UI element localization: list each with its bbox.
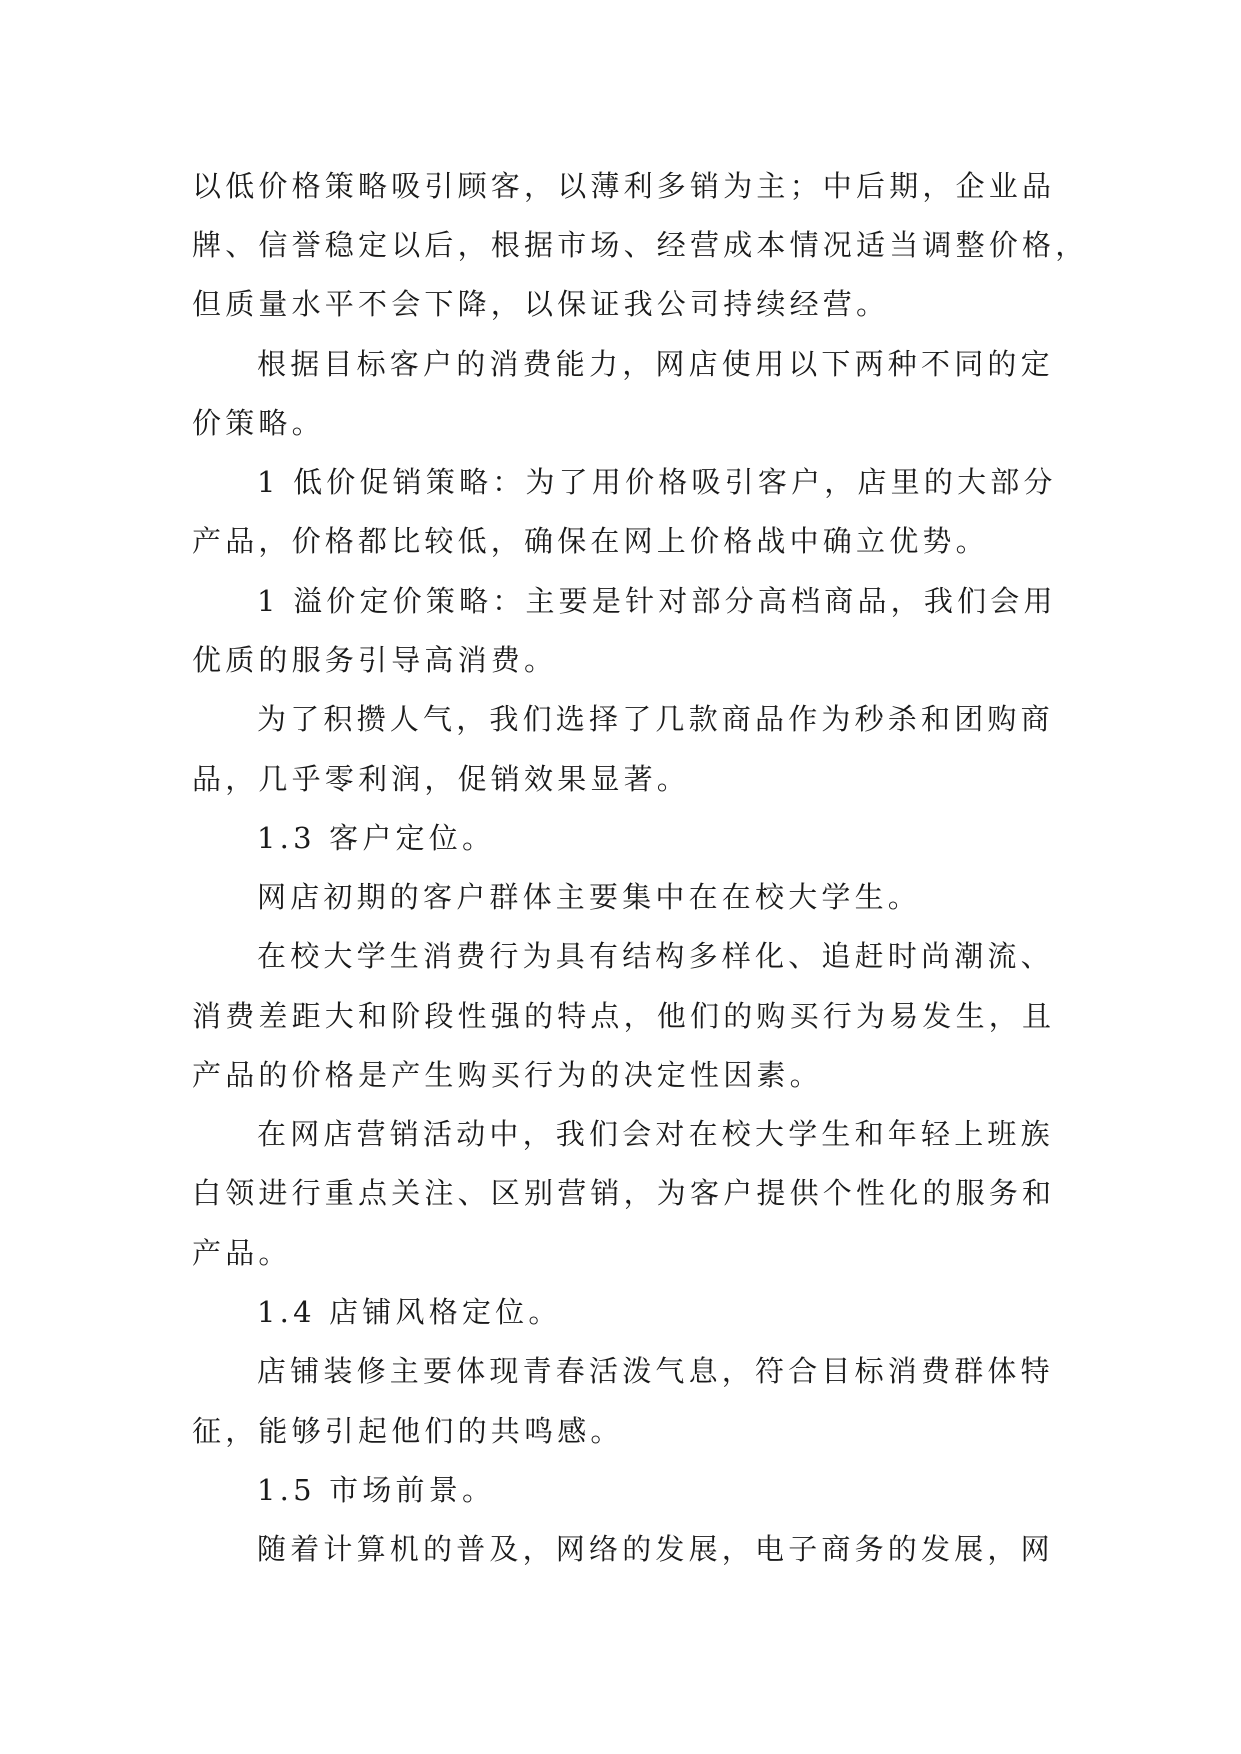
body-line: 在网店营销活动中，我们会对在校大学生和年轻上班族 [257,1117,1054,1151]
body-line: 为了积攒人气，我们选择了几款商品作为秒杀和团购商 [257,702,1054,736]
body-line: 价策略。 [192,406,325,440]
body-line: 牌、信誉稳定以后，根据市场、经营成本情况适当调整价格， [192,228,1089,262]
section-heading: 1.3 客户定位。 [257,821,496,855]
body-line: 1 低价促销策略：为了用价格吸引客户，店里的大部分 [257,465,1057,499]
body-line: 产品。 [192,1236,292,1270]
body-line: 在校大学生消费行为具有结构多样化、追赶时尚潮流、 [257,939,1054,973]
body-line: 白领进行重点关注、区别营销，为客户提供个性化的服务和 [192,1176,1056,1210]
body-line: 品，几乎零利润，促销效果显著。 [192,762,691,796]
body-line: 根据目标客户的消费能力，网店使用以下两种不同的定 [257,347,1054,381]
body-line: 网店初期的客户群体主要集中在在校大学生。 [257,880,922,914]
section-heading: 1.5 市场前景。 [257,1473,496,1507]
body-line: 店铺装修主要体现青春活泼气息，符合目标消费群体特 [257,1354,1054,1388]
body-line: 随着计算机的普及，网络的发展，电子商务的发展，网 [257,1532,1054,1566]
body-line: 但质量水平不会下降，以保证我公司持续经营。 [192,287,890,321]
body-line: 产品，价格都比较低，确保在网上价格战中确立优势。 [192,524,989,558]
body-line: 以低价格策略吸引顾客，以薄利多销为主；中后期，企业品 [192,169,1056,203]
body-line: 1 溢价定价策略：主要是针对部分高档商品，我们会用 [257,584,1057,618]
section-heading: 1.4 店铺风格定位。 [257,1295,562,1329]
body-line: 产品的价格是产生购买行为的决定性因素。 [192,1058,823,1092]
body-line: 消费差距大和阶段性强的特点，他们的购买行为易发生，且 [192,999,1056,1033]
body-line: 优质的服务引导高消费。 [192,643,558,677]
body-line: 征，能够引起他们的共鸣感。 [192,1414,624,1448]
